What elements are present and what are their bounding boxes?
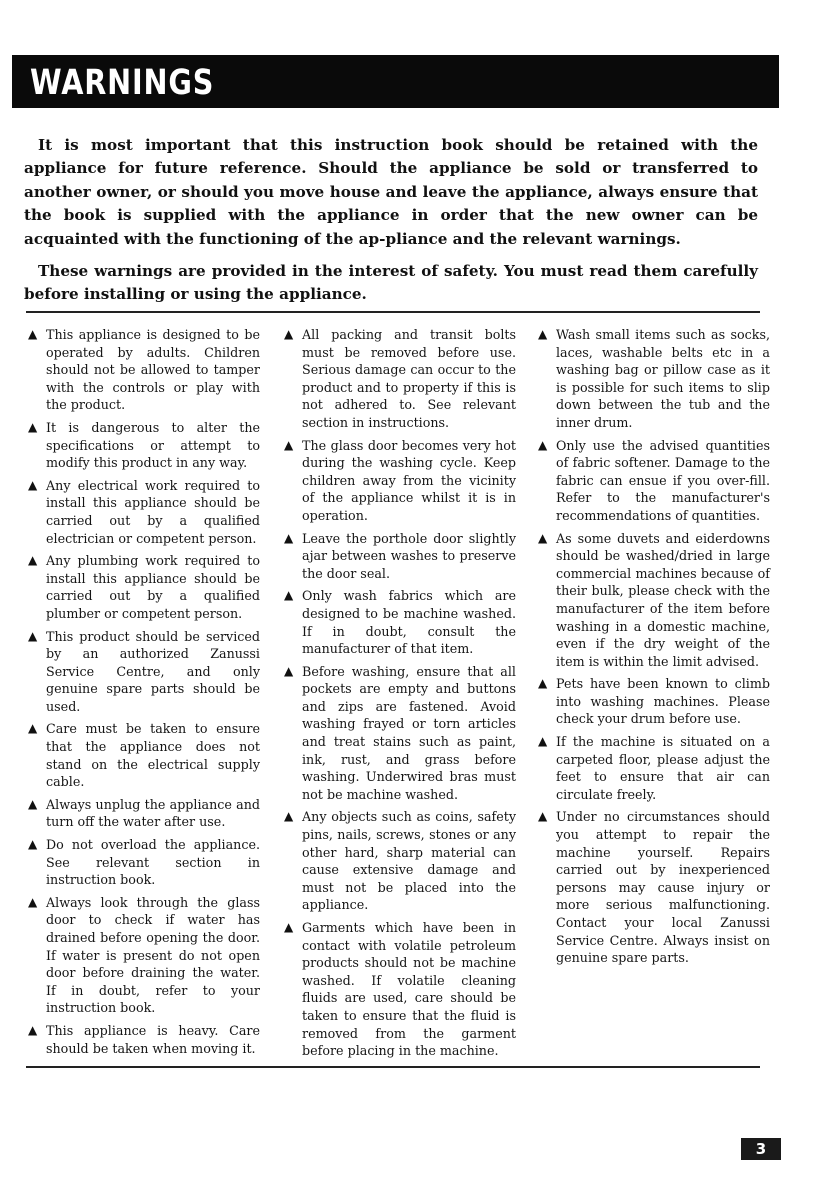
warning-triangle-icon: ▲ bbox=[538, 676, 548, 691]
warning-item bbox=[284, 587, 516, 657]
warning-text: Care must be taken to ensure that the appliance does not stand on the electrical supply cable. bbox=[46, 721, 260, 790]
warning-text: Any electrical work required to install this appliance should be carried out by a qualified electrician or competent person. bbox=[46, 477, 260, 546]
warning-item bbox=[28, 894, 260, 1017]
warning-triangle-icon: ▲ bbox=[28, 721, 38, 736]
warning-triangle-icon: ▲ bbox=[284, 663, 294, 678]
warning-triangle-icon: ▲ bbox=[284, 920, 294, 934]
warning-triangle-icon: ▲ bbox=[538, 437, 548, 452]
warnings-banner bbox=[12, 55, 779, 108]
warning-text: Before washing, ensure that all pockets are empty and buttons and zips are fastened. Avoid washing frayed or torn articles and treat stains such as paint, ink, rust, and grass before washing. Underwired bras must not be machine washed. bbox=[302, 663, 516, 802]
warning-item bbox=[284, 326, 516, 432]
warning-text: As some duvets and eiderdowns should be washed/dried in large commercial machines because of their bulk, please check with the manufacturer of the item before washing in a domestic machine, even if the dry weight of the item is within the limit advised. bbox=[556, 530, 770, 669]
warning-triangle-icon: ▲ bbox=[28, 477, 38, 492]
warning-triangle-icon: ▲ bbox=[284, 588, 294, 603]
warning-text: Always look through the glass door to check if water has drained before opening the door. If water is present do not open door before draining the water. If in doubt, refer to your instruction book. bbox=[46, 894, 260, 1016]
warning-item bbox=[538, 437, 770, 525]
divider-top bbox=[26, 311, 760, 313]
warning-item bbox=[284, 663, 516, 804]
warning-item bbox=[28, 628, 260, 716]
warning-triangle-icon: ▲ bbox=[28, 327, 38, 341]
warning-text: This appliance is heavy. Care should be taken when moving it. bbox=[46, 1022, 260, 1056]
warnings-column-1 bbox=[28, 326, 260, 1062]
warning-triangle-icon: ▲ bbox=[284, 327, 294, 341]
intro-paragraph-1: It is most important that this instruction book should be retained with the appliance for future reference. Should the appliance be sold or transferred to another owner, or should you move house and leave the appliance, always ensure that the book is supplied with the appliance in order that the new owner can be acquainted with the functioning of the ap-pliance and the relevant warnings. bbox=[24, 136, 758, 248]
warning-item bbox=[538, 530, 770, 671]
warning-text: If the machine is situated on a carpeted floor, please adjust the feet to ensure that air can circulate freely. bbox=[556, 734, 770, 802]
warning-text: Only use the advised quantities of fabric softener. Damage to the fabric can ensue if you over-fill. Refer to the manufacturer's recommendations of quantities. bbox=[556, 437, 770, 523]
warning-text: All packing and transit bolts must be removed before use. Serious damage can occur to the product and to property if this is not adhered to. See relevant section in instructions. bbox=[302, 327, 516, 430]
page-title: WARNINGS bbox=[30, 63, 215, 103]
warning-item bbox=[538, 808, 770, 966]
warning-triangle-icon: ▲ bbox=[28, 894, 38, 909]
warning-text: Leave the porthole door slightly ajar between washes to preserve the door seal. bbox=[302, 530, 516, 581]
warning-text: Wash small items such as socks, laces, washable belts etc in a washing bag or pillow case as it is possible for such items to slip down between the tub and the inner drum. bbox=[556, 327, 770, 430]
warning-item bbox=[28, 796, 260, 831]
page-number: 3 bbox=[741, 1138, 781, 1160]
warning-triangle-icon: ▲ bbox=[284, 437, 294, 452]
warning-item bbox=[284, 808, 516, 914]
warning-text: Only wash fabrics which are designed to be machine washed. If in doubt, consult the manufacturer of that item. bbox=[302, 588, 516, 657]
warning-triangle-icon: ▲ bbox=[284, 809, 294, 824]
warning-item bbox=[28, 720, 260, 790]
warning-triangle-icon: ▲ bbox=[284, 530, 294, 545]
warning-triangle-icon: ▲ bbox=[28, 837, 38, 852]
warning-text: It is dangerous to alter the specifications or attempt to modify this product in any way. bbox=[46, 419, 260, 471]
warning-text: Garments which have been in contact with volatile petroleum products should not be machine washed. If volatile cleaning fluids are used, care should be taken to ensure that the fluid is removed from the garment before placing in the machine. bbox=[302, 920, 516, 1059]
warning-text: Pets have been known to climb into washing machines. Please check your drum before use. bbox=[556, 676, 770, 727]
warning-text: Under no circumstances should you attempt to repair the machine yourself. Repairs carried out by inexperienced persons may cause injury or more serious malfunctioning. Contact your local Zanussi Service Centre. Always insist on genuine spare parts. bbox=[556, 809, 770, 966]
warnings-column-2 bbox=[284, 326, 516, 1065]
intro-paragraph-2: These warnings are provided in the interest of safety. You must read them carefully before installing or using the appliance. bbox=[24, 262, 758, 304]
warning-triangle-icon: ▲ bbox=[28, 419, 38, 434]
warning-triangle-icon: ▲ bbox=[538, 530, 548, 545]
warning-triangle-icon: ▲ bbox=[538, 327, 548, 341]
warning-item bbox=[28, 326, 260, 414]
warning-item bbox=[28, 836, 260, 889]
warning-item bbox=[28, 1022, 260, 1057]
warning-item bbox=[28, 552, 260, 622]
warning-text: Do not overload the appliance. See relevant section in instruction book. bbox=[46, 837, 260, 888]
warning-text: Any plumbing work required to install this appliance should be carried out by a qualified plumber or competent person. bbox=[46, 553, 260, 621]
warning-text: Always unplug the appliance and turn off the water after use. bbox=[46, 796, 260, 830]
intro-text bbox=[24, 134, 758, 307]
warnings-column-3 bbox=[538, 326, 770, 972]
warning-text: The glass door becomes very hot during the washing cycle. Keep children away from the vicinity of the appliance whilst it is in operation. bbox=[302, 437, 516, 523]
warning-triangle-icon: ▲ bbox=[538, 809, 548, 824]
warning-text: This appliance is designed to be operated by adults. Children should not be allowed to tamper with the controls or play with the product. bbox=[46, 327, 260, 413]
warning-item bbox=[284, 437, 516, 525]
warning-item bbox=[538, 733, 770, 803]
warning-triangle-icon: ▲ bbox=[28, 553, 38, 568]
warning-item bbox=[284, 919, 516, 1060]
warning-item bbox=[538, 326, 770, 432]
warning-triangle-icon: ▲ bbox=[28, 628, 38, 643]
warning-text: Any objects such as coins, safety pins, nails, screws, stones or any other hard, sharp material can cause extensive damage and must not be placed into the appliance. bbox=[302, 809, 516, 913]
warning-item bbox=[28, 419, 260, 472]
warning-text: This product should be serviced by an authorized Zanussi Service Centre, and only genuine spare parts should be used. bbox=[46, 628, 260, 714]
warning-item bbox=[284, 530, 516, 583]
warning-triangle-icon: ▲ bbox=[28, 796, 38, 811]
warning-item bbox=[28, 477, 260, 547]
warning-triangle-icon: ▲ bbox=[28, 1022, 38, 1037]
divider-bottom bbox=[26, 1066, 760, 1068]
warning-triangle-icon: ▲ bbox=[538, 734, 548, 749]
warning-item bbox=[538, 675, 770, 728]
